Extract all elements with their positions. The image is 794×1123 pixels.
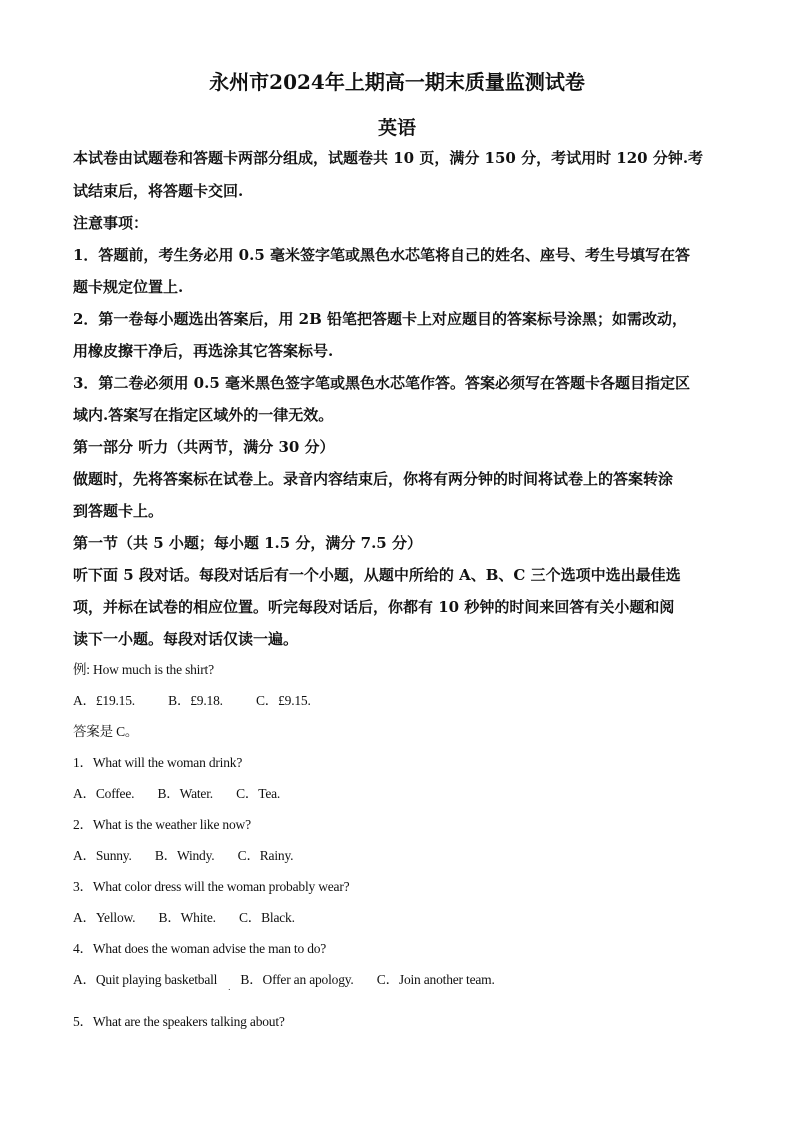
note-2-line-1: 2．第一卷每小题选出答案后，用 2B 铅笔把答题卡上对应题目的答案标号涂黑；如需改动， [73, 310, 688, 328]
option-c: C．Black. [238, 910, 295, 925]
option-c: C．£9.15. [255, 693, 311, 708]
exam-title: 永州市2024年上期高一期末质量监测试卷 [209, 70, 585, 94]
notes-heading: 注意事项： [73, 214, 149, 232]
example-answer: 答案是 C。 [73, 724, 139, 739]
intro-line-2: 试结束后，将答题卡交回. [73, 182, 244, 200]
option-c: C．Tea. [236, 786, 281, 801]
note-2-line-2: 用橡皮擦干净后，再选涂其它答案标号. [73, 342, 334, 360]
option-a: A．Coffee. [73, 786, 135, 801]
note-1-line-1: 1．答题前，考生务必用 0.5 毫米签字笔或黑色水芯笔将自己的姓名、座号、考生号填写在答 [73, 246, 690, 264]
option-b: B．£9.18. [168, 693, 223, 708]
example-question: 例: How much is the shirt? [73, 662, 214, 677]
option-c: C．Join another team. [376, 972, 495, 987]
option-a: A．Sunny. [73, 848, 132, 863]
part1-instr-line-1: 做题时，先将答案标在试卷上。录音内容结束后，你将有两分钟的时间将试卷上的答案转涂 [73, 470, 674, 488]
section1-instr-line-2: 项，并标在试卷的相应位置。听完每段对话后，你都有 10 秒钟的时间来回答有关小题和阅 [73, 598, 675, 616]
section1-instr-line-1: 听下面 5 段对话。每段对话后有一个小题，从题中所给的 A、B、C 三个选项中选出最佳选 [73, 566, 681, 584]
section1-instr-line-3: 读下一小题。每段对话仅读一遍。 [73, 630, 299, 648]
question-5: 5．What are the speakers talking about? [73, 1014, 285, 1029]
stray-mark: . [228, 983, 231, 992]
question-1: 1．What will the woman drink? [73, 755, 243, 770]
option-a: A．Quit playing basketball [73, 972, 218, 987]
part1-instr-line-2: 到答题卡上。 [73, 502, 164, 520]
intro-line-1: 本试卷由试题卷和答题卡两部分组成，试题卷共 10 页，满分 150 分，考试用时 120 分钟.考 [73, 149, 704, 167]
note-3-line-1: 3．第二卷必须用 0.5 毫米黑色签字笔或黑色水芯笔作答。答案必须写在答题卡各题目指定区 [73, 374, 690, 392]
question-3-options [73, 908, 723, 928]
option-a: A．Yellow. [73, 910, 136, 925]
option-b: B．Windy. [154, 848, 215, 863]
question-1-options [73, 784, 723, 804]
section1-heading: 第一节（共 5 小题；每小题 1.5 分，满分 7.5 分） [73, 534, 422, 552]
note-1-line-2: 题卡规定位置上. [73, 278, 184, 296]
question-2-options [73, 846, 723, 866]
example-options [73, 691, 723, 711]
note-3-line-2: 域内.答案写在指定区域外的一律无效。 [73, 406, 334, 424]
option-a: A．£19.15. [73, 693, 135, 708]
question-3: 3．What color dress will the woman probably wear? [73, 879, 350, 894]
option-b: B．Water. [157, 786, 213, 801]
question-4: 4．What does the woman advise the man to do? [73, 941, 327, 956]
option-b: B．White. [158, 910, 216, 925]
option-c: C．Rainy. [237, 848, 294, 863]
question-4-options [73, 970, 723, 990]
part1-heading: 第一部分 听力（共两节，满分 30 分） [73, 438, 335, 456]
option-b: B．Offer an apology. [240, 972, 354, 987]
question-2: 2．What is the weather like now? [73, 817, 251, 832]
exam-subject: 英语 [377, 117, 416, 139]
